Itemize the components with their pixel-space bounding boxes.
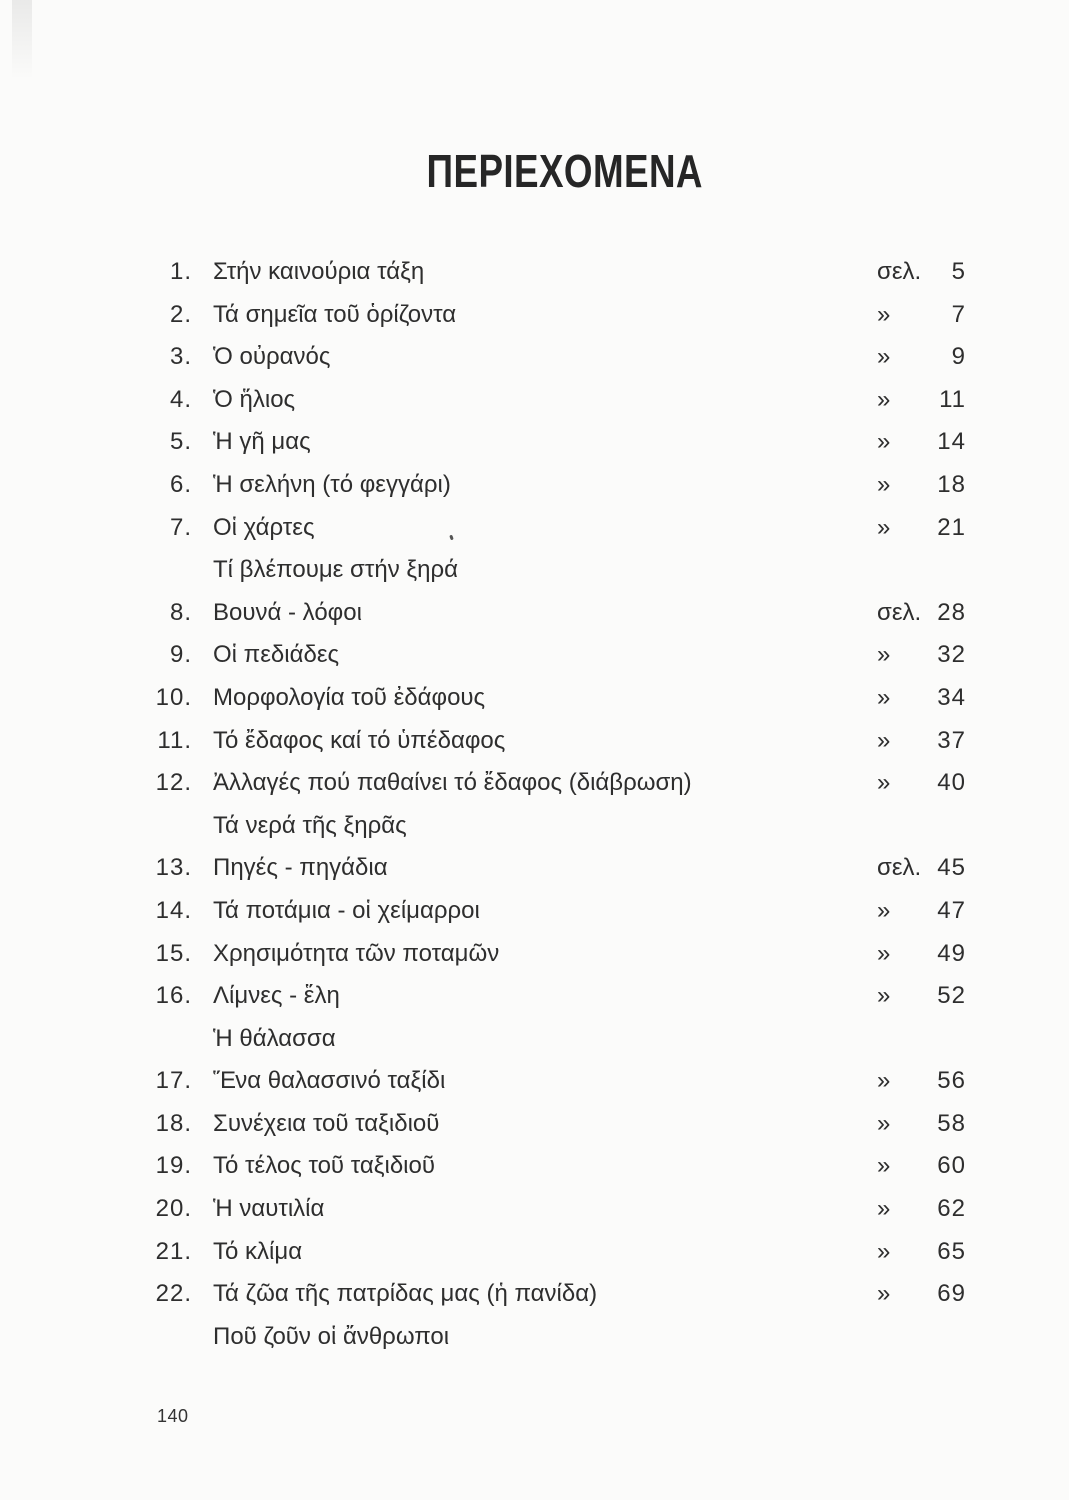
entry-page-number: 40 <box>937 769 966 797</box>
entry-number: 12. <box>155 769 192 797</box>
toc-entry <box>0 1060 1069 1103</box>
section-heading: Ἡ θάλασσα <box>213 1024 336 1052</box>
entry-page-number: 65 <box>937 1237 966 1265</box>
entry-number: 16. <box>155 982 192 1010</box>
entry-number: 7. <box>169 513 192 541</box>
entry-title: Ἀλλαγές πού παθαίνει τό ἔδαφος (διάβρωση) <box>213 769 692 797</box>
scan-edge-shadow <box>12 0 32 80</box>
page-ref-marker: » <box>877 726 891 754</box>
entry-number: 4. <box>169 385 192 413</box>
entry-title: Χρησιμότητα τῶν ποταμῶν <box>213 939 500 967</box>
entry-page-number: 18 <box>937 470 966 498</box>
entry-title: Τά σημεῖα τοῦ ὁρίζοντα <box>213 300 457 328</box>
entry-page-number: 21 <box>937 513 966 541</box>
entry-number: 18. <box>155 1109 192 1137</box>
entry-page-number: 45 <box>937 854 966 882</box>
entry-title: Στήν καινούρια τάξη <box>213 258 425 285</box>
entry-page-number: 7 <box>951 300 966 328</box>
entry-number: 14. <box>155 896 192 924</box>
page-ref-marker: » <box>877 939 891 967</box>
scan-speck <box>449 534 454 540</box>
entry-title: Τά ποτάμια - οἱ χείμαρροι <box>213 896 480 924</box>
entry-title: Ὁ οὐρανός <box>213 343 331 371</box>
entry-page-number: 52 <box>937 982 966 1010</box>
entry-number: 9. <box>169 641 192 669</box>
toc-section <box>0 549 1069 805</box>
entry-title: Ἕνα θαλασσινό ταξίδι <box>213 1067 446 1095</box>
toc-entry <box>0 336 1069 379</box>
toc-entry <box>0 464 1069 507</box>
page-ref-marker: σελ. <box>877 258 922 285</box>
entry-page-number: 32 <box>937 641 966 669</box>
toc-entry <box>0 1188 1069 1231</box>
toc-entry <box>0 421 1069 464</box>
entry-page-number: 58 <box>937 1109 966 1137</box>
toc-entry <box>0 677 1069 720</box>
toc-entry <box>0 507 1069 550</box>
page-ref-marker: » <box>877 1237 891 1265</box>
entry-title: Πηγές - πηγάδια <box>213 854 388 882</box>
entry-number: 1. <box>169 258 192 285</box>
toc-entry <box>0 720 1069 763</box>
page-ref-marker: » <box>877 641 891 669</box>
toc-entry <box>0 592 1069 635</box>
section-heading: Τί βλέπουμε στήν ξηρά <box>213 556 458 584</box>
toc-entry <box>0 890 1069 933</box>
section-heading-row <box>0 549 1069 592</box>
entry-title: Μορφολογία τοῦ ἐδάφους <box>213 683 486 711</box>
toc-section <box>0 805 1069 1018</box>
entry-page-number: 49 <box>937 939 966 967</box>
page-ref-marker: » <box>877 1195 891 1223</box>
entry-number: 5. <box>169 428 192 456</box>
toc-section <box>0 251 1069 549</box>
entry-title: Οἱ πεδιάδες <box>213 641 340 669</box>
section-heading-row <box>0 805 1069 848</box>
section-heading-row <box>0 1316 1069 1359</box>
entry-page-number: 11 <box>939 385 966 413</box>
section-heading-row <box>0 1018 1069 1061</box>
entry-title: Βουνά - λόφοι <box>213 598 362 626</box>
entry-title: Ἡ ναυτιλία <box>213 1195 325 1223</box>
entry-number: 15. <box>155 939 192 967</box>
page-ref-marker: » <box>877 1280 891 1308</box>
entry-page-number: 60 <box>937 1152 966 1180</box>
entry-number: 6. <box>169 470 192 498</box>
entry-page-number: 5 <box>951 258 966 285</box>
page-title-wrap <box>385 145 745 197</box>
section-heading: Τά νερά τῆς ξηρᾶς <box>213 811 407 839</box>
entry-title: Τό κλίμα <box>213 1237 303 1265</box>
entry-page-number: 56 <box>937 1067 966 1095</box>
entry-page-number: 37 <box>937 726 966 754</box>
entry-number: 19. <box>155 1152 192 1180</box>
toc-entry <box>0 294 1069 337</box>
table-of-contents <box>0 251 1069 1358</box>
entry-title: Ἡ γῆ μας <box>213 428 311 456</box>
entry-page-number: 69 <box>937 1280 966 1308</box>
page-ref-marker: » <box>877 1152 891 1180</box>
entry-number: 8. <box>169 598 192 626</box>
toc-section <box>0 1316 1069 1359</box>
entry-title: Τό ἔδαφος καί τό ὑπέδαφος <box>213 726 506 754</box>
entry-number: 2. <box>169 300 192 328</box>
entry-title: Ὁ ἥλιος <box>213 385 296 413</box>
page-ref-marker: σελ. <box>877 854 922 882</box>
page-title: ΠΕΡΙΕΧΟΜΕΝΑ <box>426 145 704 197</box>
page-ref-marker: » <box>877 470 891 498</box>
entry-number: 17. <box>155 1067 192 1095</box>
section-heading: Ποῦ ζοῦν οἱ ἄνθρωποι <box>213 1322 450 1350</box>
page-ref-marker: » <box>877 982 891 1010</box>
toc-entry <box>0 975 1069 1018</box>
toc-entry <box>0 933 1069 976</box>
entry-number: 21. <box>155 1237 192 1265</box>
page-footer-number: 140 <box>157 1406 189 1426</box>
entry-number: 13. <box>155 854 192 882</box>
entry-page-number: 28 <box>937 598 966 626</box>
toc-entry <box>0 634 1069 677</box>
entry-number: 11. <box>157 726 192 754</box>
entry-number: 22. <box>155 1280 192 1308</box>
toc-entry <box>0 379 1069 422</box>
toc-entry <box>0 1231 1069 1274</box>
page-ref-marker: σελ. <box>877 598 922 626</box>
toc-entry <box>0 251 1069 294</box>
page-ref-marker: » <box>877 428 891 456</box>
page-ref-marker: » <box>877 385 891 413</box>
entry-title: Ἡ σελήνη (τό φεγγάρι) <box>213 470 451 498</box>
entry-title: Τά ζῶα τῆς πατρίδας μας (ἡ πανίδα) <box>213 1280 598 1308</box>
entry-page-number: 62 <box>937 1195 966 1223</box>
entry-number: 10. <box>155 683 192 711</box>
entry-title: Λίμνες - ἕλη <box>213 982 340 1010</box>
entry-page-number: 34 <box>937 683 966 711</box>
toc-entry <box>0 1273 1069 1316</box>
toc-entry <box>0 762 1069 805</box>
page-ref-marker: » <box>877 300 891 328</box>
toc-section <box>0 1018 1069 1316</box>
entry-title: Οἱ χάρτες <box>213 513 315 541</box>
page-ref-marker: » <box>877 343 891 371</box>
entry-title: Τό τέλος τοῦ ταξιδιοῦ <box>213 1152 435 1180</box>
page-ref-marker: » <box>877 513 891 541</box>
page-ref-marker: » <box>877 683 891 711</box>
page-ref-marker: » <box>877 1067 891 1095</box>
entry-page-number: 47 <box>937 896 966 924</box>
toc-entry <box>0 847 1069 890</box>
entry-page-number: 14 <box>937 428 966 456</box>
page-ref-marker: » <box>877 1109 891 1137</box>
toc-entry <box>0 1103 1069 1146</box>
toc-entry <box>0 1145 1069 1188</box>
entry-page-number: 9 <box>951 343 966 371</box>
entry-number: 20. <box>155 1195 192 1223</box>
entry-title: Συνέχεια τοῦ ταξιδιοῦ <box>213 1109 440 1137</box>
page-ref-marker: » <box>877 896 891 924</box>
page-ref-marker: » <box>877 769 891 797</box>
entry-number: 3. <box>169 343 192 371</box>
